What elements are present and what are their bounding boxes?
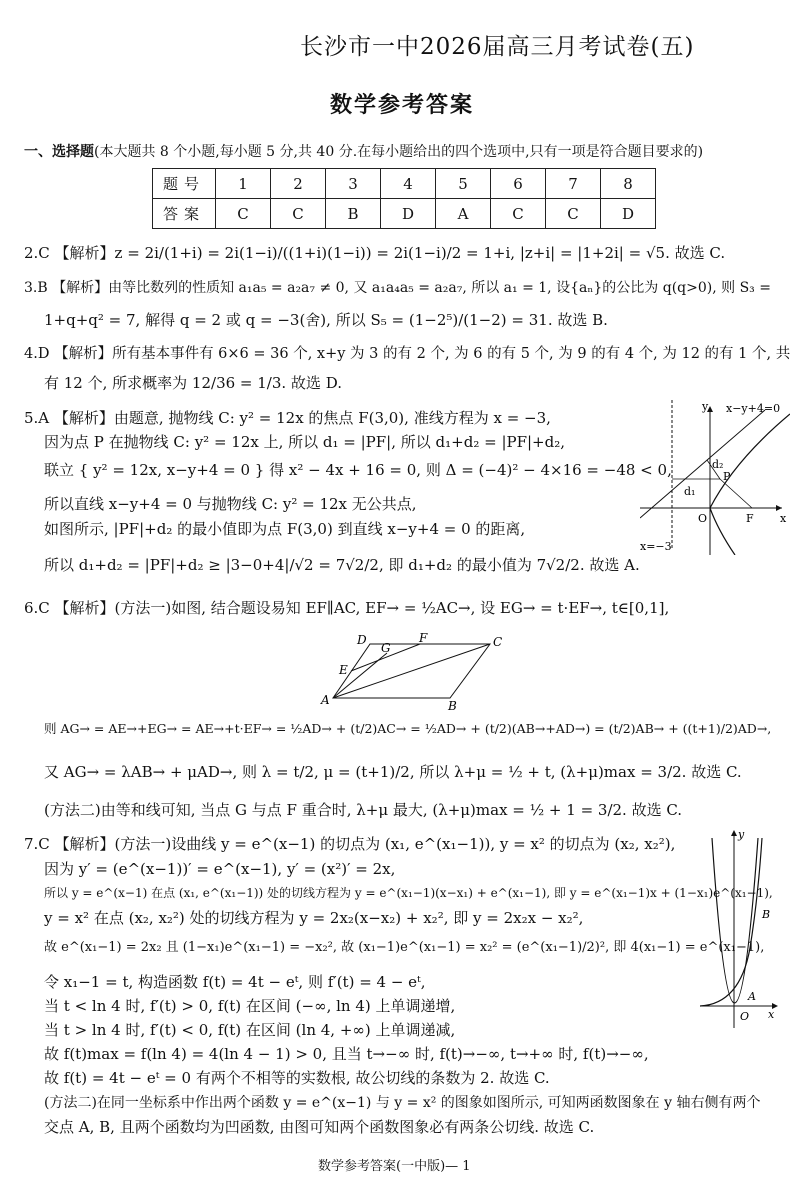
solution-line: 因为 y′ = (e^(x−1))′ = e^(x−1), y′ = (x²)′ = 2x, xyxy=(44,860,396,878)
solution-line: 有 12 个, 所求概率为 12/36 = 1/3. 故选 D. xyxy=(44,374,342,392)
label-e: E xyxy=(339,663,348,677)
solution-line: 如图所示, |PF|+d₂ 的最小值即为点 F(3,0) 到直线 x−y+4 = 0 的距离, xyxy=(44,520,526,538)
table-cell: D xyxy=(601,199,656,229)
table-cell: 2 xyxy=(271,169,326,199)
answer-table-answer-row xyxy=(153,199,656,229)
label-c: C xyxy=(493,635,503,649)
table-cell: C xyxy=(216,199,271,229)
label-a: A xyxy=(321,693,330,707)
label-o: O xyxy=(740,1010,750,1023)
label-g: G xyxy=(381,641,391,655)
solution-line: 2.C 【解析】z = 2i/(1+i) = 2i(1−i)/((1+i)(1−i)) = 2i(1−i)/2 = 1+i, |z+i| = |1+2i| = √5. 故选 C. xyxy=(24,244,726,262)
table-cell: 1 xyxy=(216,169,271,199)
table-cell: 7 xyxy=(546,169,601,199)
solution-line: y = x² 在点 (x₂, x₂²) 处的切线方程为 y = 2x₂(x−x₂) + x₂², 即 y = 2x₂x − x₂², xyxy=(44,909,584,927)
parabola-curve xyxy=(710,414,790,555)
solution-line: 因为点 P 在抛物线 C: y² = 12x 上, 所以 d₁ = |PF|, 所以 d₁+d₂ = |PF|+d₂, xyxy=(44,433,566,451)
section1-heading: 一、选择题 xyxy=(24,144,94,160)
label-d1: d₁ xyxy=(684,485,696,498)
solution-line: 令 x₁−1 = t, 构造函数 f(t) = 4t − eᵗ, 则 f′(t) = 4 − eᵗ, xyxy=(44,973,426,991)
solution-line: 3.B 【解析】由等比数列的性质知 a₁a₅ = a₂a₇ ≠ 0, 又 a₁a₄a₅ = a₂a₇, 所以 a₁ = 1, 设{aₙ}的公比为 q(q>0), 则 S₃ = xyxy=(24,280,771,296)
answer-table xyxy=(152,168,656,229)
solution-line: 6.C 【解析】(方法一)如图, 结合题设易知 EF∥AC, EF→ = ½AC→, 设 EG→ = t·EF→, t∈[0,1], xyxy=(24,599,670,617)
label-b: B xyxy=(448,699,457,712)
figure-q5-parabola xyxy=(640,400,790,555)
solution-line: 则 AG→ = AE→+EG→ = AE→+t·EF→ = ½AD→ + (t/2)AC→ = ½AD→ + (t/2)(AB→+AD→) = (t/2)AB→ + ((t+1)/2)AD→, xyxy=(44,721,772,736)
line-x-y-4 xyxy=(640,410,765,518)
table-cell: 4 xyxy=(381,169,436,199)
solution-line: 1+q+q² = 7, 解得 q = 2 或 q = −3(舍), 所以 S₅ = (1−2⁵)/(1−2) = 31. 故选 B. xyxy=(44,311,608,329)
solution-line: 故 f(t)max = f(ln 4) = 4(ln 4 − 1) > 0, 且当 t→−∞ 时, f(t)→−∞, t→+∞ 时, f(t)→−∞, xyxy=(44,1045,649,1063)
doc-title: 数学参考答案 xyxy=(330,92,475,118)
solution-line: 当 t < ln 4 时, f′(t) > 0, f(t) 在区间 (−∞, ln 4) 上单调递增, xyxy=(44,997,456,1015)
solution-line: (方法二)在同一坐标系中作出两个函数 y = e^(x−1) 与 y = x² 的图象如图所示, 可知两函数图象在 y 轴右侧有两个 xyxy=(44,1095,761,1111)
label-b: B xyxy=(762,908,771,921)
figure-q6-parallelogram xyxy=(315,632,515,712)
diagonal-ac xyxy=(333,644,490,698)
directrix-label: x=−3 xyxy=(640,540,672,553)
solution-line: 所以 y = e^(x−1) 在点 (x₁, e^(x₁−1)) 处的切线方程为 y = e^(x₁−1)(x−x₁) + e^(x₁−1), 即 y = e^(x₁−1)x + (1−x₁)e^(x₁−1), xyxy=(44,886,773,900)
solution-line: 交点 A, B, 且两个函数均为凹函数, 由图可知两个函数图象必有两条公切线. 故选 C. xyxy=(44,1118,595,1136)
label-y: y xyxy=(738,828,745,841)
table-cell: 3 xyxy=(326,169,381,199)
solution-line: 4.D 【解析】所有基本事件有 6×6 = 36 个, x+y 为 3 的有 2 个, 为 6 的有 5 个, 为 9 的有 4 个, 为 12 的有 1 个, 共 xyxy=(24,346,791,362)
solution-line: 又 AG→ = λAB→ + μAD→, 则 λ = t/2, μ = (t+1)/2, 所以 λ+μ = ½ + t, (λ+μ)max = 3/2. 故选 C. xyxy=(44,763,742,781)
solution-line: 5.A 【解析】由题意, 抛物线 C: y² = 12x 的焦点 F(3,0), 准线方程为 x = −3, xyxy=(24,409,551,427)
answer-table-number-row xyxy=(153,169,656,199)
section1-heading-line xyxy=(24,142,703,162)
label-d: D xyxy=(357,633,367,647)
parabola-curve xyxy=(712,838,758,1003)
label-x: x xyxy=(780,512,787,525)
solution-line: 当 t > ln 4 时, f′(t) < 0, f(t) 在区间 (ln 4, +∞) 上单调递减, xyxy=(44,1021,456,1039)
table-cell: C xyxy=(491,199,546,229)
table-cell: C xyxy=(546,199,601,229)
section1-instructions: (本大题共 8 个小题,每小题 5 分,共 40 分.在每小题给出的四个选项中,只有一项是符合题目要求的) xyxy=(94,144,704,160)
line-label: x−y+4=0 xyxy=(726,402,781,415)
table-cell: A xyxy=(436,199,491,229)
solution-line: 联立 { y² = 12x, x−y+4 = 0 } 得 x² − 4x + 16 = 0, 则 Δ = (−4)² − 4×16 = −48 < 0, xyxy=(44,461,672,479)
school-title: 长沙市一中2026届高三月考试卷(五) xyxy=(300,34,695,60)
table-cell: 5 xyxy=(436,169,491,199)
solution-line: 故 e^(x₁−1) = 2x₂ 且 (1−x₁)e^(x₁−1) = −x₂², 故 (x₁−1)e^(x₁−1) = x₂² = (e^(x₁−1)/2)², 即 4(x₁−1) = e^(x₁−1), xyxy=(44,940,765,955)
figure-q7-curves xyxy=(700,828,780,1028)
table-cell: 6 xyxy=(491,169,546,199)
table-cell: D xyxy=(381,199,436,229)
exp-curve xyxy=(700,838,762,1006)
table-cell: B xyxy=(326,199,381,229)
label-p: P xyxy=(723,470,731,483)
label-f: F xyxy=(746,512,754,525)
row-label-number: 题号 xyxy=(153,169,216,199)
solution-line: (方法二)由等和线可知, 当点 G 与点 F 重合时, λ+μ 最大, (λ+μ)max = ½ + 1 = 3/2. 故选 C. xyxy=(44,801,683,819)
label-a: A xyxy=(748,990,756,1003)
label-o: O xyxy=(698,512,708,525)
pf-segment xyxy=(720,479,752,508)
label-f: F xyxy=(419,632,428,645)
solution-line: 所以直线 x−y+4 = 0 与抛物线 C: y² = 12x 无公共点, xyxy=(44,495,417,513)
label-d2: d₂ xyxy=(712,458,724,471)
table-cell: 8 xyxy=(601,169,656,199)
label-y: y xyxy=(702,400,709,413)
solution-line: 所以 d₁+d₂ = |PF|+d₂ ≥ |3−0+4|/√2 = 7√2/2, 即 d₁+d₂ 的最小值为 7√2/2. 故选 A. xyxy=(44,556,640,574)
row-label-answer: 答案 xyxy=(153,199,216,229)
solution-line: 7.C 【解析】(方法一)设曲线 y = e^(x−1) 的切点为 (x₁, e^(x₁−1)), y = x² 的切点为 (x₂, x₂²), xyxy=(24,835,676,853)
solution-line: 故 f(t) = 4t − eᵗ = 0 有两个不相等的实数根, 故公切线的条数为 2. 故选 C. xyxy=(44,1069,550,1087)
table-cell: C xyxy=(271,199,326,229)
page-footer: 数学参考答案(一中版)— 1 xyxy=(318,1159,471,1174)
label-x: x xyxy=(768,1008,775,1021)
